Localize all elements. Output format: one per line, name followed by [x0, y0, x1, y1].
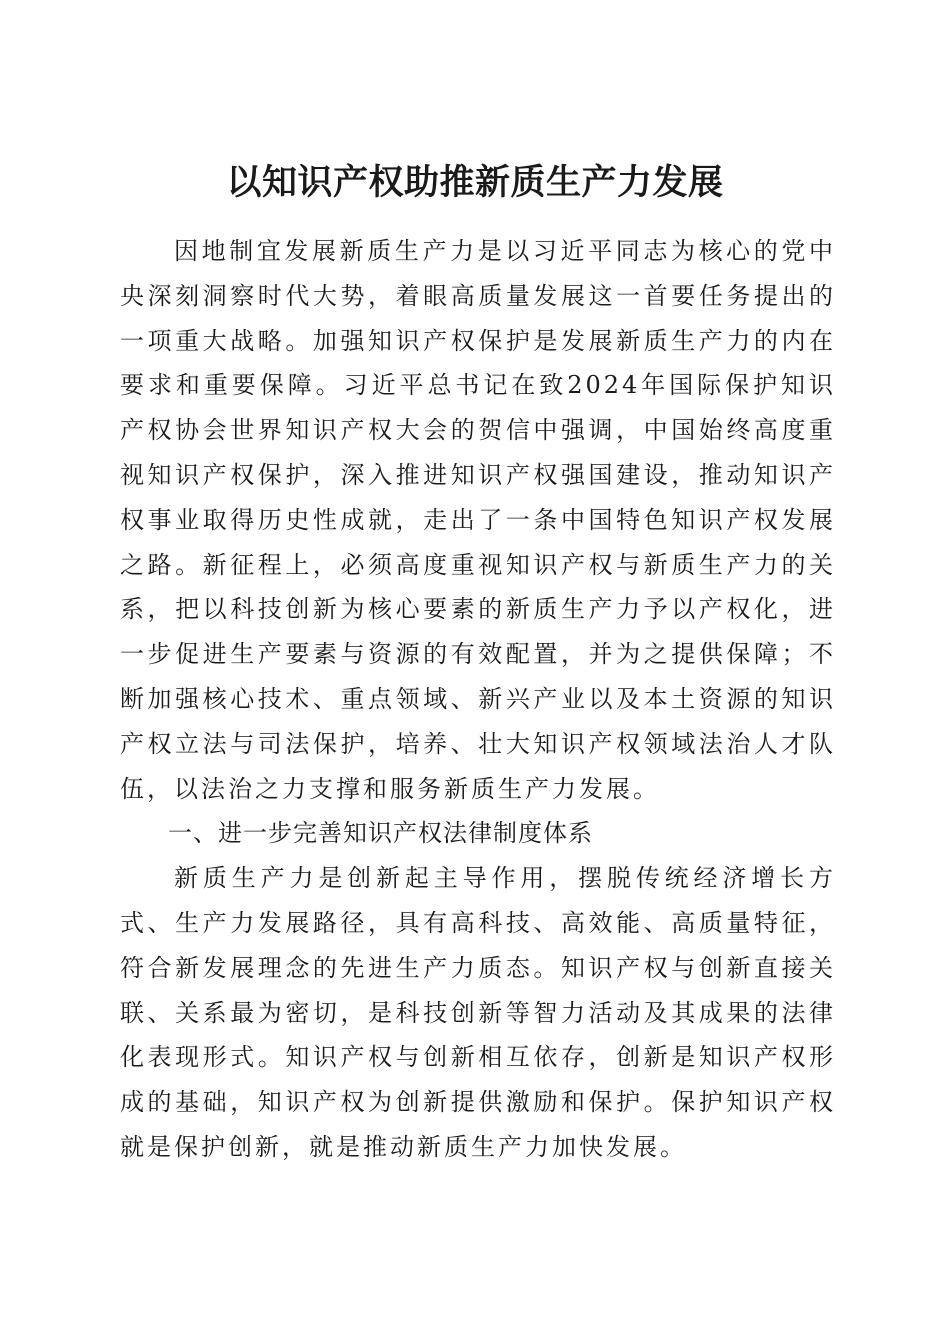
document-body: [120, 229, 836, 1170]
section-body-paragraph: 新质生产力是创新起主导作用，摆脱传统经济增长方式、生产力发展路径，具有高科技、高效能、高质量特征，符合新发展理念的先进生产力质态。知识产权与创新直接关联、关系最为密切，是科技创新等智力活动及其成果的法律化表现形式。知识产权与创新相互依存，创新是知识产权形成的基础，知识产权为创新提供激励和保护。保护知识产权就是保护创新，就是推动新质生产力加快发展。: [120, 864, 836, 1161]
document-title: 以知识产权助推新质生产力发展: [226, 162, 724, 204]
section-heading: 一、进一步完善知识产权法律制度体系: [168, 819, 593, 848]
intro-paragraph: 因地制宜发展新质生产力是以习近平同志为核心的党中央深刻洞察时代大势，着眼高质量发展这一首要任务提出的一项重大战略。加强知识产权保护是发展新质生产力的内在要求和重要保障。习近平总书记在致2024年国际保护知识产权协会世界知识产权大会的贺信中强调，中国始终高度重视知识产权保护，深入推进知识产权强国建设，推动知识产权事业取得历史性成就，走出了一条中国特色知识产权发展之路。新征程上，必须高度重视知识产权与新质生产力的关系，把以科技创新为核心要素的新质生产力予以产权化，进一步促进生产要素与资源的有效配置，并为之提供保障；不断加强核心技术、重点领域、新兴产业以及本土资源的知识产权立法与司法保护，培养、壮大知识产权领域法治人才队伍，以法治之力支撑和服务新质生产力发展。: [120, 237, 836, 803]
